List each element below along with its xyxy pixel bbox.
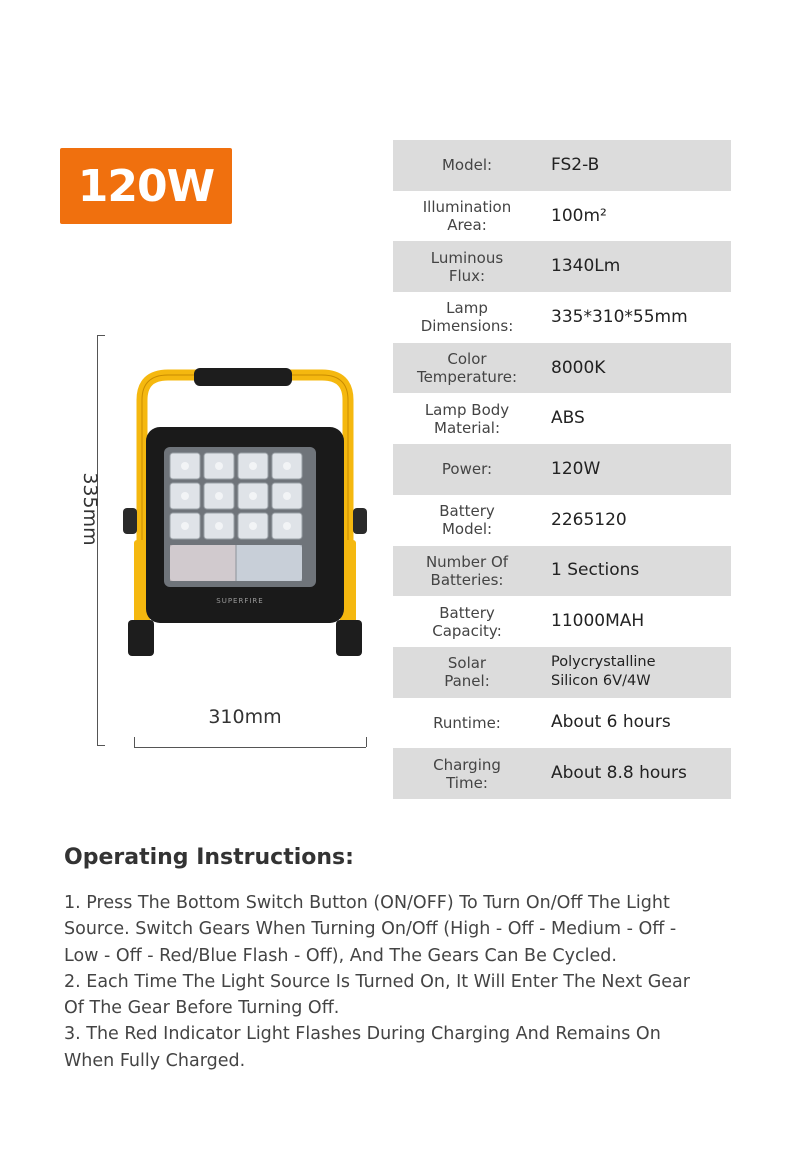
spec-row-solar-panel	[393, 647, 731, 698]
spec-label: Runtime:	[433, 713, 501, 732]
spec-row-battery-capacity	[393, 596, 731, 647]
spec-row-runtime	[393, 698, 731, 749]
instruction-item: 2. Each Time The Light Source Is Turned On, It Will Enter The Next Gear Of The Gear Before Turning Off.	[64, 971, 690, 1019]
spec-value: 8000K	[551, 357, 606, 378]
instructions-body	[64, 890, 714, 1074]
width-dimension-line	[134, 747, 366, 748]
power-badge: 120W	[60, 148, 232, 224]
spec-value: FS2-B	[551, 154, 600, 175]
height-dimension-tick	[97, 745, 105, 746]
spec-value: 120W	[551, 458, 601, 479]
spec-label: Luminous Flux:	[430, 248, 504, 285]
spec-row-power	[393, 444, 731, 495]
spec-row-illumination-area	[393, 191, 731, 242]
spec-label: Model:	[441, 156, 493, 175]
height-dimension-tick	[97, 335, 105, 336]
width-dimension-tick	[134, 737, 135, 747]
height-dimension-label: 335mm	[79, 472, 101, 546]
spec-value: 335*310*55mm	[551, 306, 688, 327]
spec-row-lamp-dimensions	[393, 292, 731, 343]
spec-value: ABS	[551, 408, 585, 429]
spec-row-number-of-batteries	[393, 546, 731, 597]
spec-value: About 8.8 hours	[551, 763, 687, 784]
spec-row-body-material	[393, 393, 731, 444]
spec-label: Power:	[441, 460, 493, 479]
spec-value: 100m²	[551, 205, 607, 226]
spec-label: Charging Time:	[433, 755, 501, 792]
spec-label: Lamp Body Material:	[424, 400, 510, 437]
spec-label: Solar Panel:	[444, 654, 490, 691]
spec-label: Illumination Area:	[422, 198, 512, 235]
spec-label: Color Temperature:	[416, 350, 518, 387]
spec-value: Polycrystalline Silicon 6V/4W	[551, 654, 656, 690]
spec-row-charging-time	[393, 748, 731, 799]
spec-label: Number Of Batteries:	[425, 552, 509, 589]
instructions-title: Operating Instructions:	[64, 845, 354, 870]
brand-logo: SUPERFIRE	[216, 597, 264, 605]
spec-label: Battery Capacity:	[432, 603, 502, 640]
spec-label: Lamp Dimensions:	[420, 299, 514, 336]
floodlight-image	[120, 365, 370, 665]
spec-value: 2265120	[551, 509, 627, 530]
spec-value: 1 Sections	[551, 560, 640, 581]
spec-row-luminous-flux	[393, 241, 731, 292]
instruction-item: 1. Press The Bottom Switch Button (ON/OFF) To Turn On/Off The Light Source. Switch Gears When Turning On/Off (High - Off - Medium - Off - Low - Off - Red/Blue Flash - Off), And The Gears Can Be Cycled.	[64, 893, 677, 966]
spec-row-color-temperature	[393, 343, 731, 394]
spec-value: 1340Lm	[551, 256, 621, 277]
width-dimension-tick	[366, 737, 367, 747]
spec-row-model	[393, 140, 731, 191]
spec-value: About 6 hours	[551, 712, 671, 733]
width-dimension-label: 310mm	[208, 706, 282, 728]
spec-table	[393, 140, 731, 799]
spec-row-battery-model	[393, 495, 731, 546]
spec-label: Battery Model:	[439, 502, 495, 539]
instruction-item: 3. The Red Indicator Light Flashes During Charging And Remains On When Fully Charged.	[64, 1024, 661, 1071]
spec-value: 11000MAH	[551, 611, 645, 632]
